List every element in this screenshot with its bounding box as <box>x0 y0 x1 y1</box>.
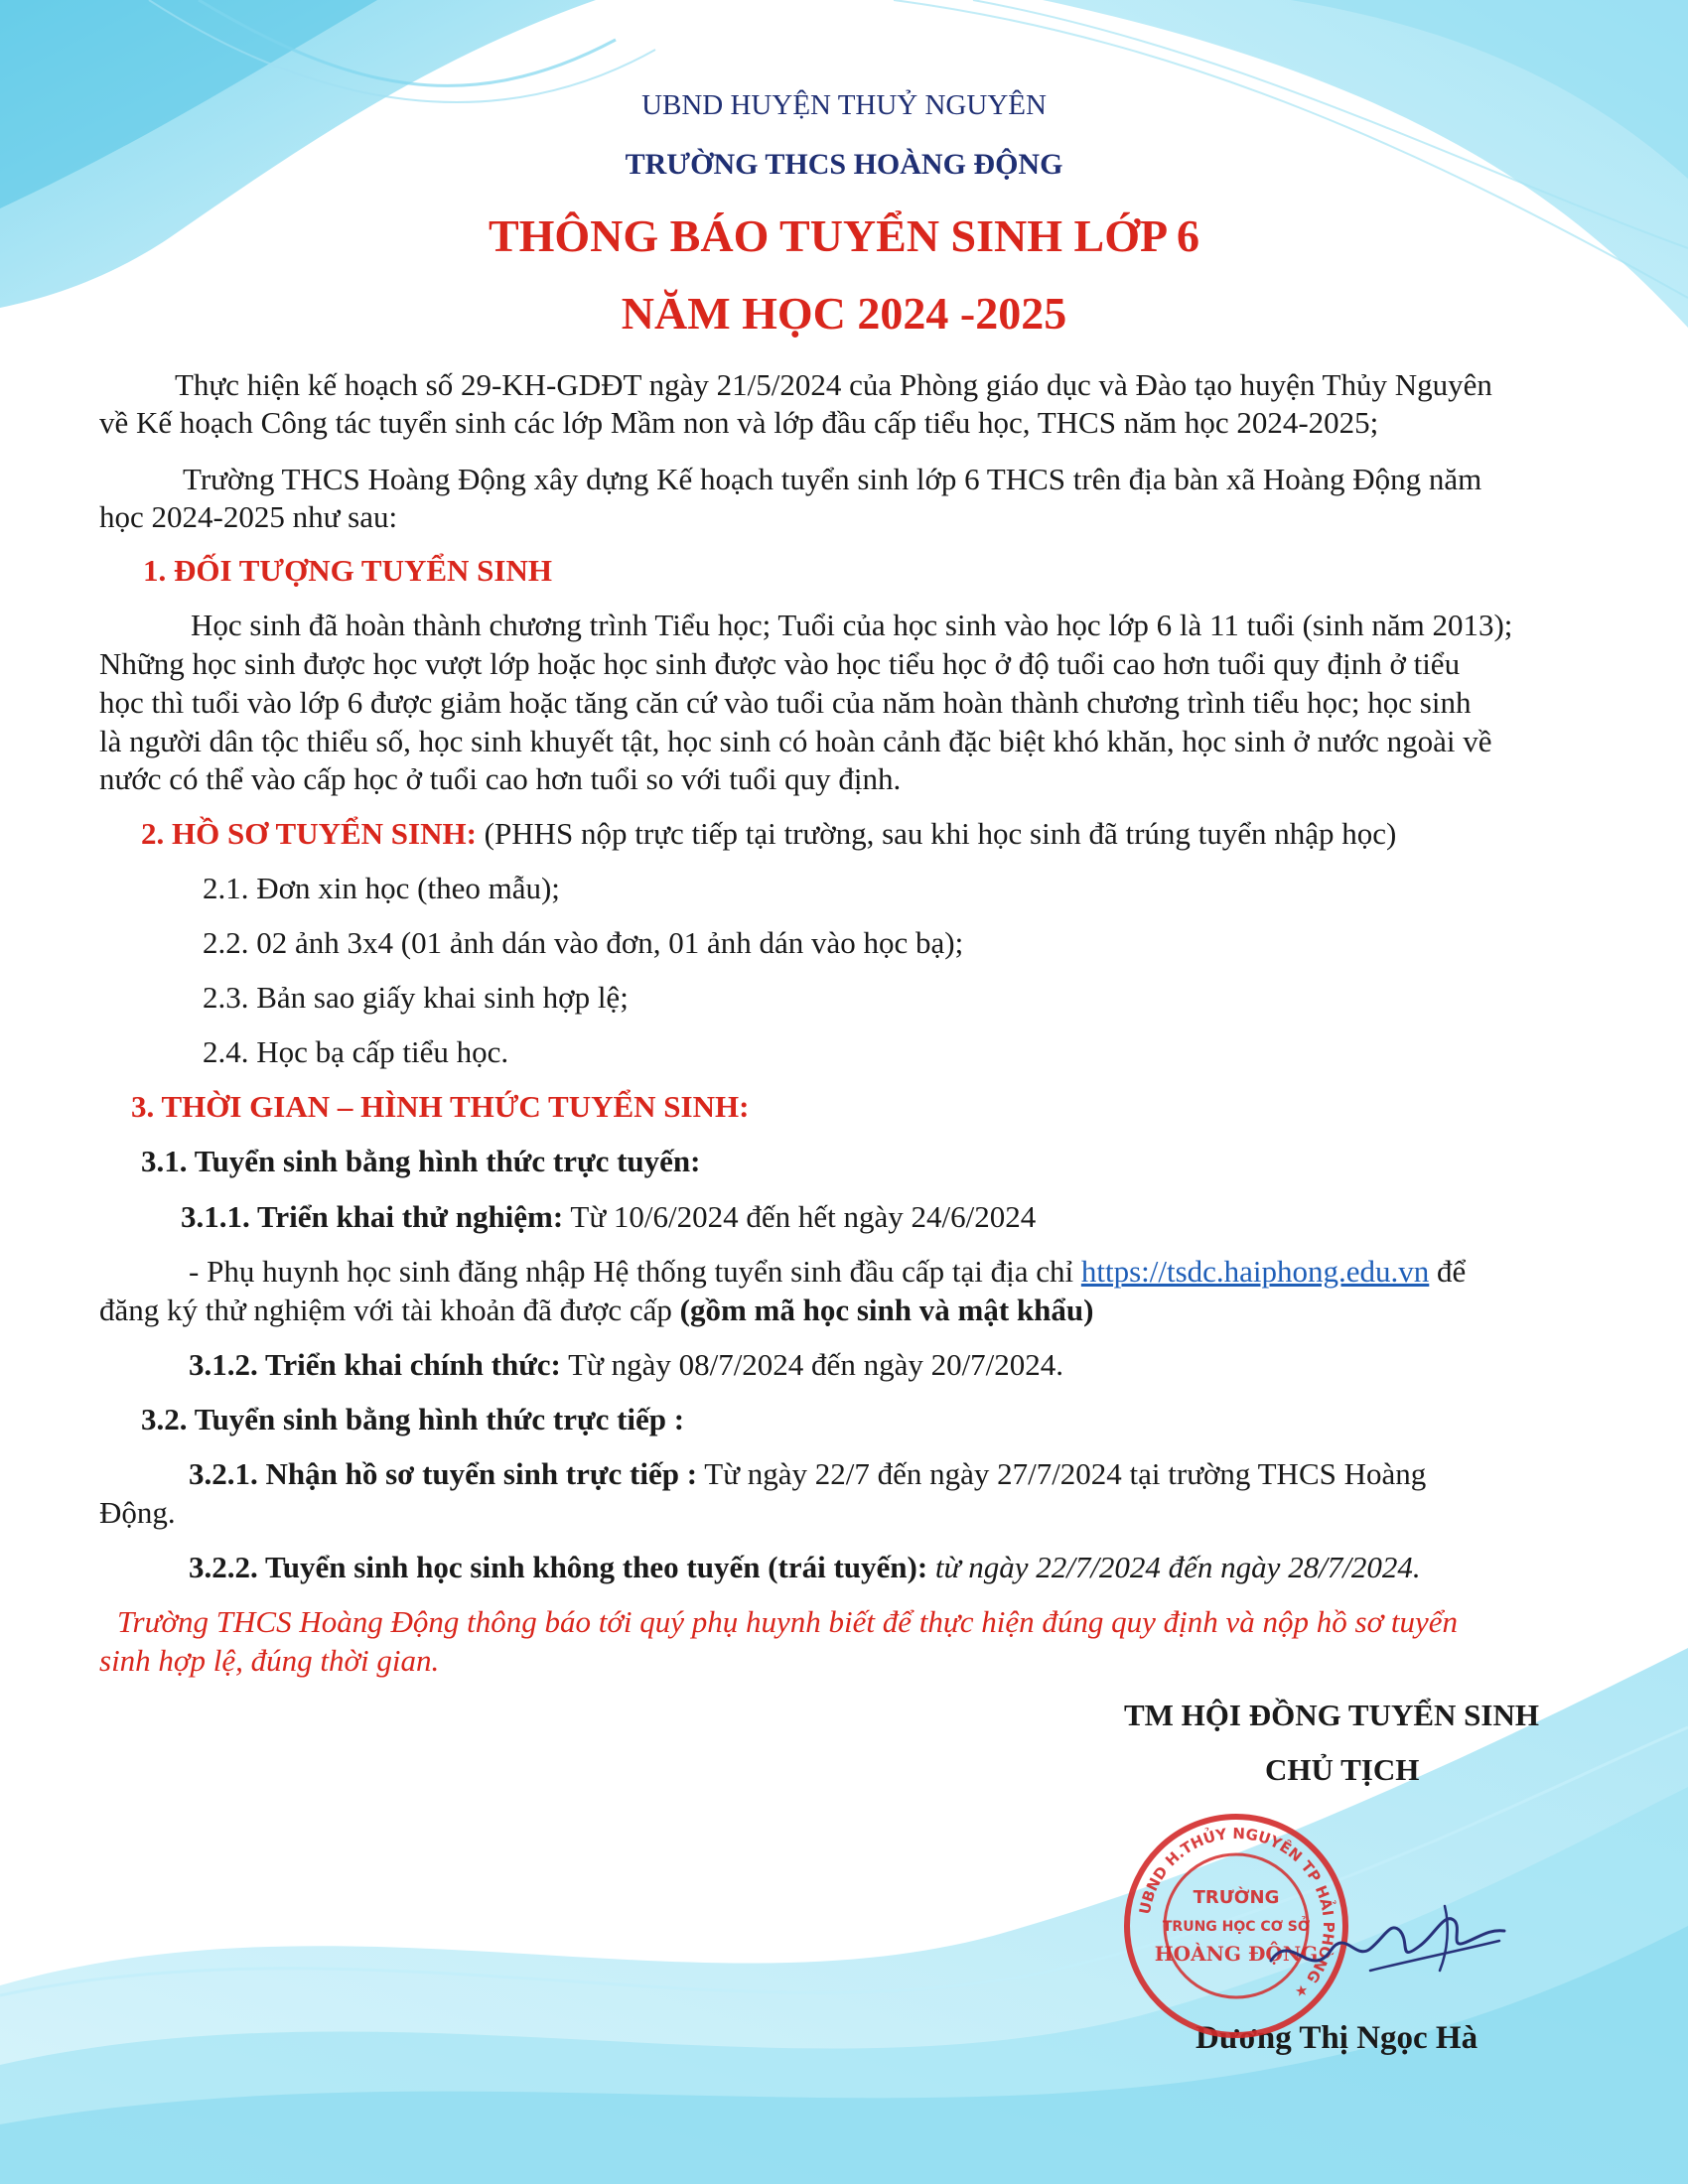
intro-paragraph-1: Thực hiện kế hoạch số 29-KH-GDĐT ngày 21/5/2024 của Phòng giáo dục và Đào tạo huyện Thủy Nguyên <box>175 367 1492 402</box>
direct-receive-cont: Động. <box>99 1495 176 1530</box>
login-line-2: đăng ký thử nghiệm với tài khoản đã được cấp <box>99 1293 680 1327</box>
login-suffix: để <box>1429 1254 1467 1289</box>
out-of-area-label: 3.2.2. Tuyển sinh học sinh không theo tuyến (trái tuyến): <box>189 1550 928 1584</box>
official-dates: Từ ngày 08/7/2024 đến ngày 20/7/2024. <box>560 1347 1064 1382</box>
out-of-area-dates: từ ngày 22/7/2024 đến ngày 28/7/2024. <box>927 1550 1421 1584</box>
svg-text:HOÀNG ĐỘNG: HOÀNG ĐỘNG <box>1154 1942 1319 1966</box>
document-item: 2.1. Đơn xin học (theo mẫu); <box>203 871 560 905</box>
enrollment-portal-link[interactable]: https://tsdc.haiphong.edu.vn <box>1080 1254 1430 1289</box>
signer-name: Dương Thị Ngọc Hà <box>1196 2020 1478 2056</box>
svg-text:TRUNG HỌC CƠ SỞ: TRUNG HỌC CƠ SỞ <box>1162 1919 1311 1935</box>
section-2-note: (PHHS nộp trực tiếp tại trường, sau khi học sinh đã trúng tuyển nhập học) <box>476 816 1397 851</box>
direct-receive-schedule <box>189 1454 1426 1494</box>
out-of-area-schedule <box>189 1548 1421 1587</box>
section-1-text: là người dân tộc thiểu số, học sinh khuyết tật, học sinh có hoàn cảnh đặc biệt khó khăn, học sinh ở nước ngoài về <box>99 724 1492 758</box>
trial-dates: Từ 10/6/2024 đến hết ngày 24/6/2024 <box>563 1199 1037 1234</box>
notice-title: THÔNG BÁO TUYỂN SINH LỚP 6 <box>488 210 1200 261</box>
direct-receive-label: 3.2.1. Nhận hồ sơ tuyển sinh trực tiếp : <box>189 1456 698 1491</box>
online-admission-heading: 3.1. Tuyển sinh bằng hình thức trực tuyến: <box>141 1144 701 1178</box>
intro-paragraph-2-cont: học 2024-2025 như sau: <box>99 499 398 534</box>
trial-label: 3.1.1. Triển khai thử nghiệm: <box>181 1199 564 1234</box>
chairman-title: CHỦ TỊCH <box>1265 1752 1420 1787</box>
section-1-text: nước có thể vào cấp học ở tuổi cao hơn tuổi so với tuổi quy định. <box>99 761 902 796</box>
login-instruction <box>189 1252 1466 1292</box>
login-credentials: (gồm mã học sinh và mật khẩu) <box>679 1293 1094 1327</box>
closing-note: Trường THCS Hoàng Động thông báo tới quý phụ huynh biết để thực hiện đúng quy định và nộp hồ sơ tuyển <box>117 1604 1459 1639</box>
document-item: 2.3. Bản sao giấy khai sinh hợp lệ; <box>203 980 629 1015</box>
login-prefix: - Phụ huynh học sinh đăng nhập Hệ thống tuyển sinh đầu cấp tại địa chỉ <box>189 1254 1081 1289</box>
handwritten-signature <box>1251 1891 1509 2000</box>
login-instruction-cont <box>99 1291 1093 1330</box>
council-name: TM HỘI ĐỒNG TUYỂN SINH <box>1124 1698 1539 1732</box>
section-1-text: Những học sinh được học vượt lớp hoặc học sinh được vào học tiểu học ở độ tuổi cao hơn tuổi quy định ở tiểu <box>99 646 1461 681</box>
section-1-heading: 1. ĐỐI TƯỢNG TUYỂN SINH <box>143 553 552 588</box>
svg-text:TRƯỜNG: TRƯỜNG <box>1193 1887 1280 1908</box>
direct-receive-dates: Từ ngày 22/7 đến ngày 27/7/2024 tại trường THCS Hoàng <box>697 1456 1427 1491</box>
official-label: 3.1.2. Triển khai chính thức: <box>189 1347 561 1382</box>
section-2-heading: 2. HỒ SƠ TUYỂN SINH: <box>141 816 477 851</box>
document-item: 2.4. Học bạ cấp tiểu học. <box>203 1034 509 1069</box>
section-1-text: học thì tuổi vào lớp 6 được giảm hoặc tăng căn cứ vào tuổi của năm hoàn thành chương trình tiểu học; học sinh <box>99 685 1472 720</box>
intro-paragraph-2: Trường THCS Hoàng Động xây dựng Kế hoạch tuyển sinh lớp 6 THCS trên địa bàn xã Hoàng Động năm <box>183 462 1482 496</box>
trial-schedule <box>181 1197 1036 1237</box>
closing-note-cont: sinh hợp lệ, đúng thời gian. <box>99 1643 440 1678</box>
section-1-text: Học sinh đã hoàn thành chương trình Tiểu học; Tuổi của học sinh vào học lớp 6 là 11 tuổi (sinh năm 2013); <box>191 608 1513 642</box>
direct-admission-heading: 3.2. Tuyển sinh bằng hình thức trực tiếp : <box>141 1402 685 1436</box>
document-item: 2.2. 02 ảnh 3x4 (01 ảnh dán vào đơn, 01 ảnh dán vào học bạ); <box>203 925 964 960</box>
authority-name: UBND HUYỆN THUỶ NGUYÊN <box>641 89 1047 121</box>
svg-text:UBND H.THỦY NGUYÊN TP HẢI PHÒN: UBND H.THỦY NGUYÊN TP HẢI PHÒNG ★ <box>1135 1824 1338 2002</box>
official-schedule <box>189 1345 1063 1385</box>
school-name: TRƯỜNG THCS HOÀNG ĐỘNG <box>625 148 1063 181</box>
section-2-heading-line <box>141 814 1396 854</box>
school-year-title: NĂM HỌC 2024 -2025 <box>621 288 1067 339</box>
intro-paragraph-1-cont: về Kế hoạch Công tác tuyển sinh các lớp Mầm non và lớp đầu cấp tiểu học, THCS năm học 2024-2025; <box>99 405 1379 440</box>
section-3-heading: 3. THỜI GIAN – HÌNH THỨC TUYỂN SINH: <box>131 1089 750 1124</box>
